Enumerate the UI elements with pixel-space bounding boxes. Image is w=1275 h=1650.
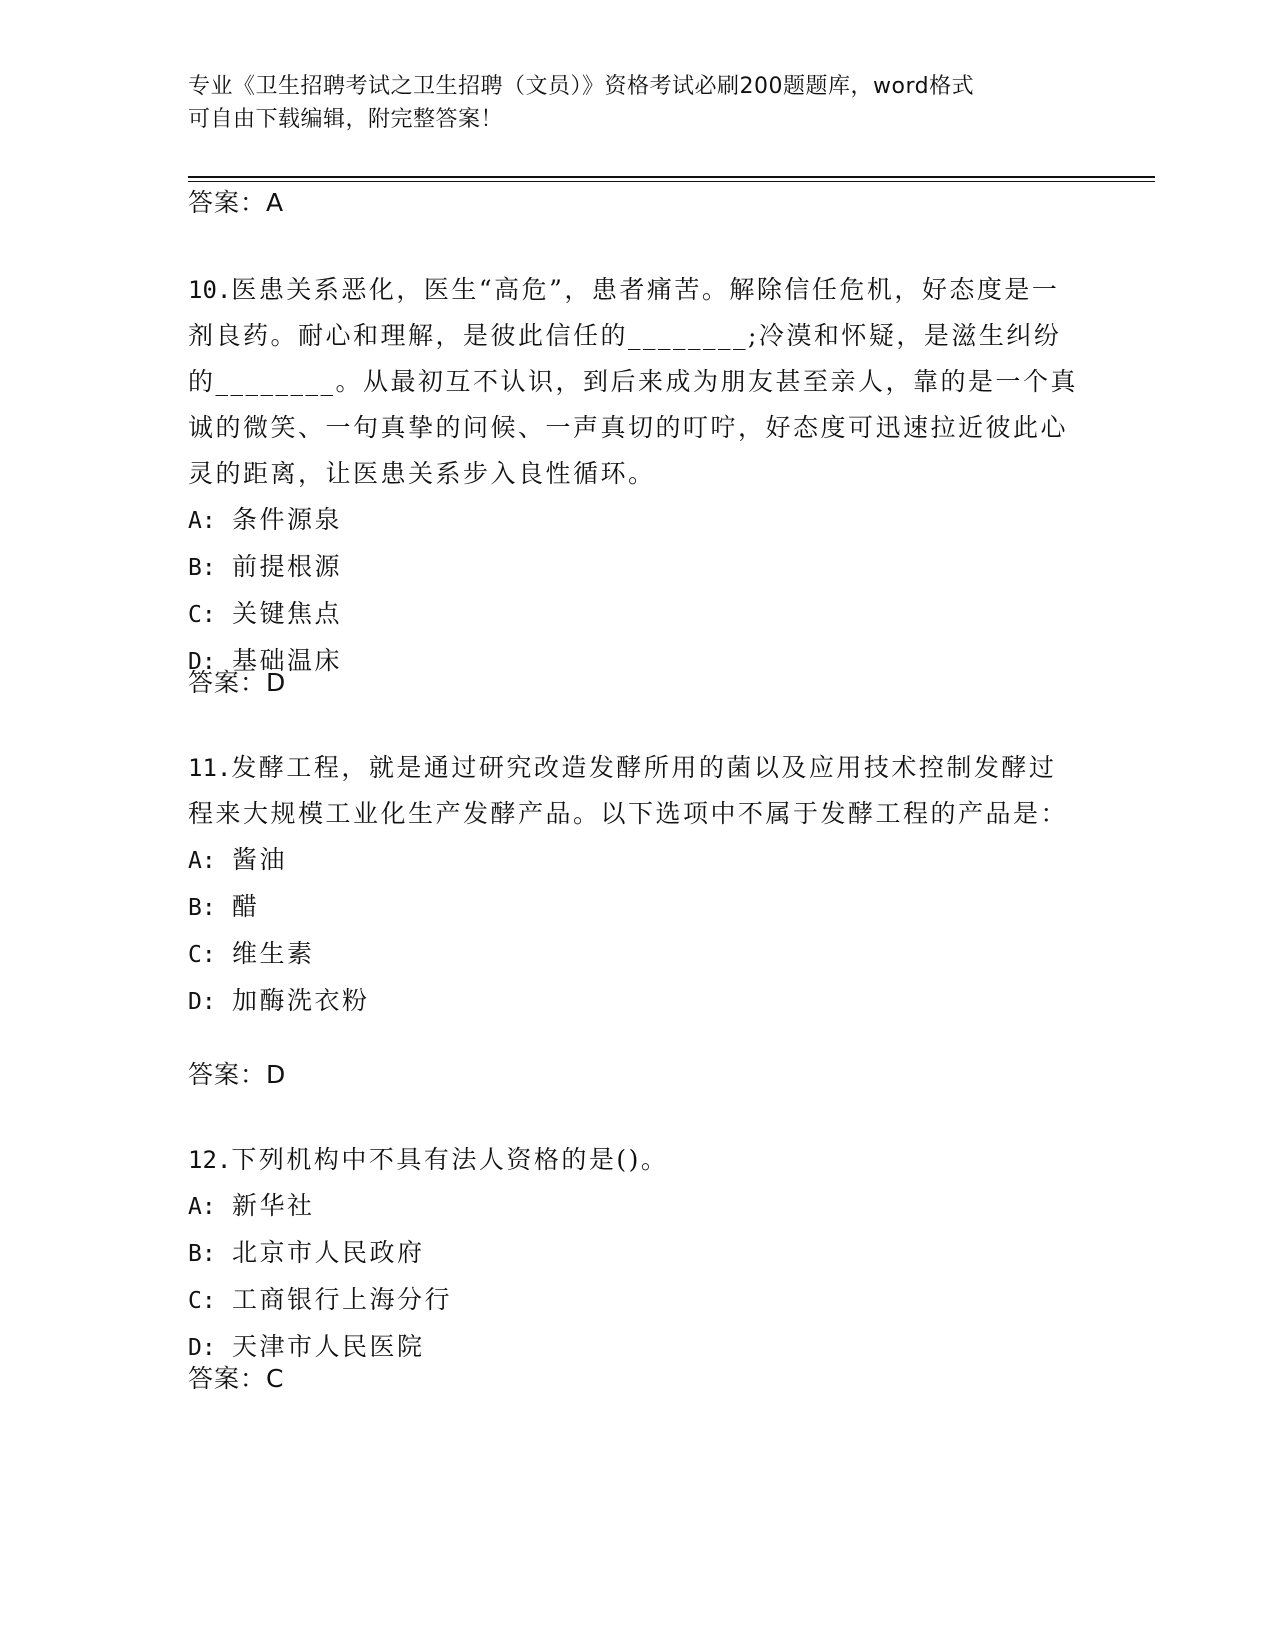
- option-text: 加酶洗衣粉: [232, 986, 370, 1015]
- header-rule-thick: [188, 176, 1155, 178]
- option-letter: A:: [188, 508, 216, 534]
- option-letter: A:: [188, 848, 216, 874]
- option-d: [188, 638, 1078, 685]
- option-letter: D:: [188, 1335, 216, 1361]
- option-text: 天津市人民医院: [232, 1332, 425, 1361]
- option-text: 北京市人民政府: [232, 1238, 425, 1267]
- option-b: [188, 884, 1078, 931]
- question-stem: [188, 1137, 1078, 1183]
- question-stem: [188, 745, 1078, 837]
- option-letter: B:: [188, 1241, 216, 1267]
- option-letter: A:: [188, 1194, 216, 1220]
- question-text: 下列机构中不具有法人资格的是()。: [231, 1145, 669, 1174]
- question-11: [188, 745, 1078, 1025]
- option-letter: C:: [188, 1288, 216, 1314]
- question-number: 10.: [188, 276, 232, 304]
- question-stem: [188, 267, 1078, 497]
- option-text: 醋: [232, 892, 260, 921]
- option-a: [188, 497, 1078, 544]
- option-letter: B:: [188, 555, 216, 581]
- option-d: [188, 978, 1078, 1025]
- option-letter: D:: [188, 649, 216, 675]
- previous-answer: 答案：A: [188, 188, 285, 217]
- option-d: [188, 1324, 1078, 1371]
- option-a: [188, 837, 1078, 884]
- option-c: [188, 591, 1078, 638]
- question-10: [188, 267, 1078, 685]
- option-letter: C:: [188, 942, 216, 968]
- question-number: 12.: [188, 1146, 232, 1174]
- option-text: 前提根源: [232, 552, 343, 581]
- question-text: 发酵工程，就是通过研究改造发酵所用的菌以及应用技术控制发酵过程来大规模工业化生产发酵产品。以下选项中不属于发酵工程的产品是：: [188, 753, 1069, 828]
- option-letter: B:: [188, 895, 216, 921]
- option-a: [188, 1183, 1078, 1230]
- answer-11: 答案：D: [188, 1060, 287, 1089]
- question-text: 医患关系恶化，医生“高危”，患者痛苦。解除信任危机，好态度是一剂良药。耐心和理解，是彼此信任的________;冷漠和怀疑，是滋生纠纷的________。从最初互不认识，到后来成为朋友甚至亲人，靠的是一个真诚的微笑、一句真挚的问候、一声真切的叮咛，好态度可迅速拉近彼此心灵的距离，让医患关系步入良性循环。: [188, 275, 1079, 488]
- option-b: [188, 544, 1078, 591]
- option-b: [188, 1230, 1078, 1277]
- answer-12: 答案：C: [188, 1364, 285, 1393]
- option-text: 工商银行上海分行: [232, 1285, 453, 1314]
- option-c: [188, 931, 1078, 978]
- option-text: 条件源泉: [232, 505, 343, 534]
- option-letter: D:: [188, 989, 216, 1015]
- option-letter: C:: [188, 602, 216, 628]
- option-text: 新华社: [232, 1191, 315, 1220]
- option-text: 基础温床: [232, 646, 343, 675]
- option-text: 关键焦点: [232, 599, 343, 628]
- header-line-2: 可自由下载编辑，附完整答案！: [188, 107, 504, 132]
- page-header: [188, 70, 1088, 136]
- option-text: 酱油: [232, 845, 288, 874]
- question-12: [188, 1137, 1078, 1371]
- question-number: 11.: [188, 754, 232, 782]
- option-c: [188, 1277, 1078, 1324]
- answer-10: 答案：D: [188, 668, 287, 697]
- header-rule-thin: [188, 181, 1155, 182]
- header-line-1: 专业《卫生招聘考试之卫生招聘（文员）》资格考试必刷200题题库，word格式: [188, 74, 975, 99]
- option-text: 维生素: [232, 939, 315, 968]
